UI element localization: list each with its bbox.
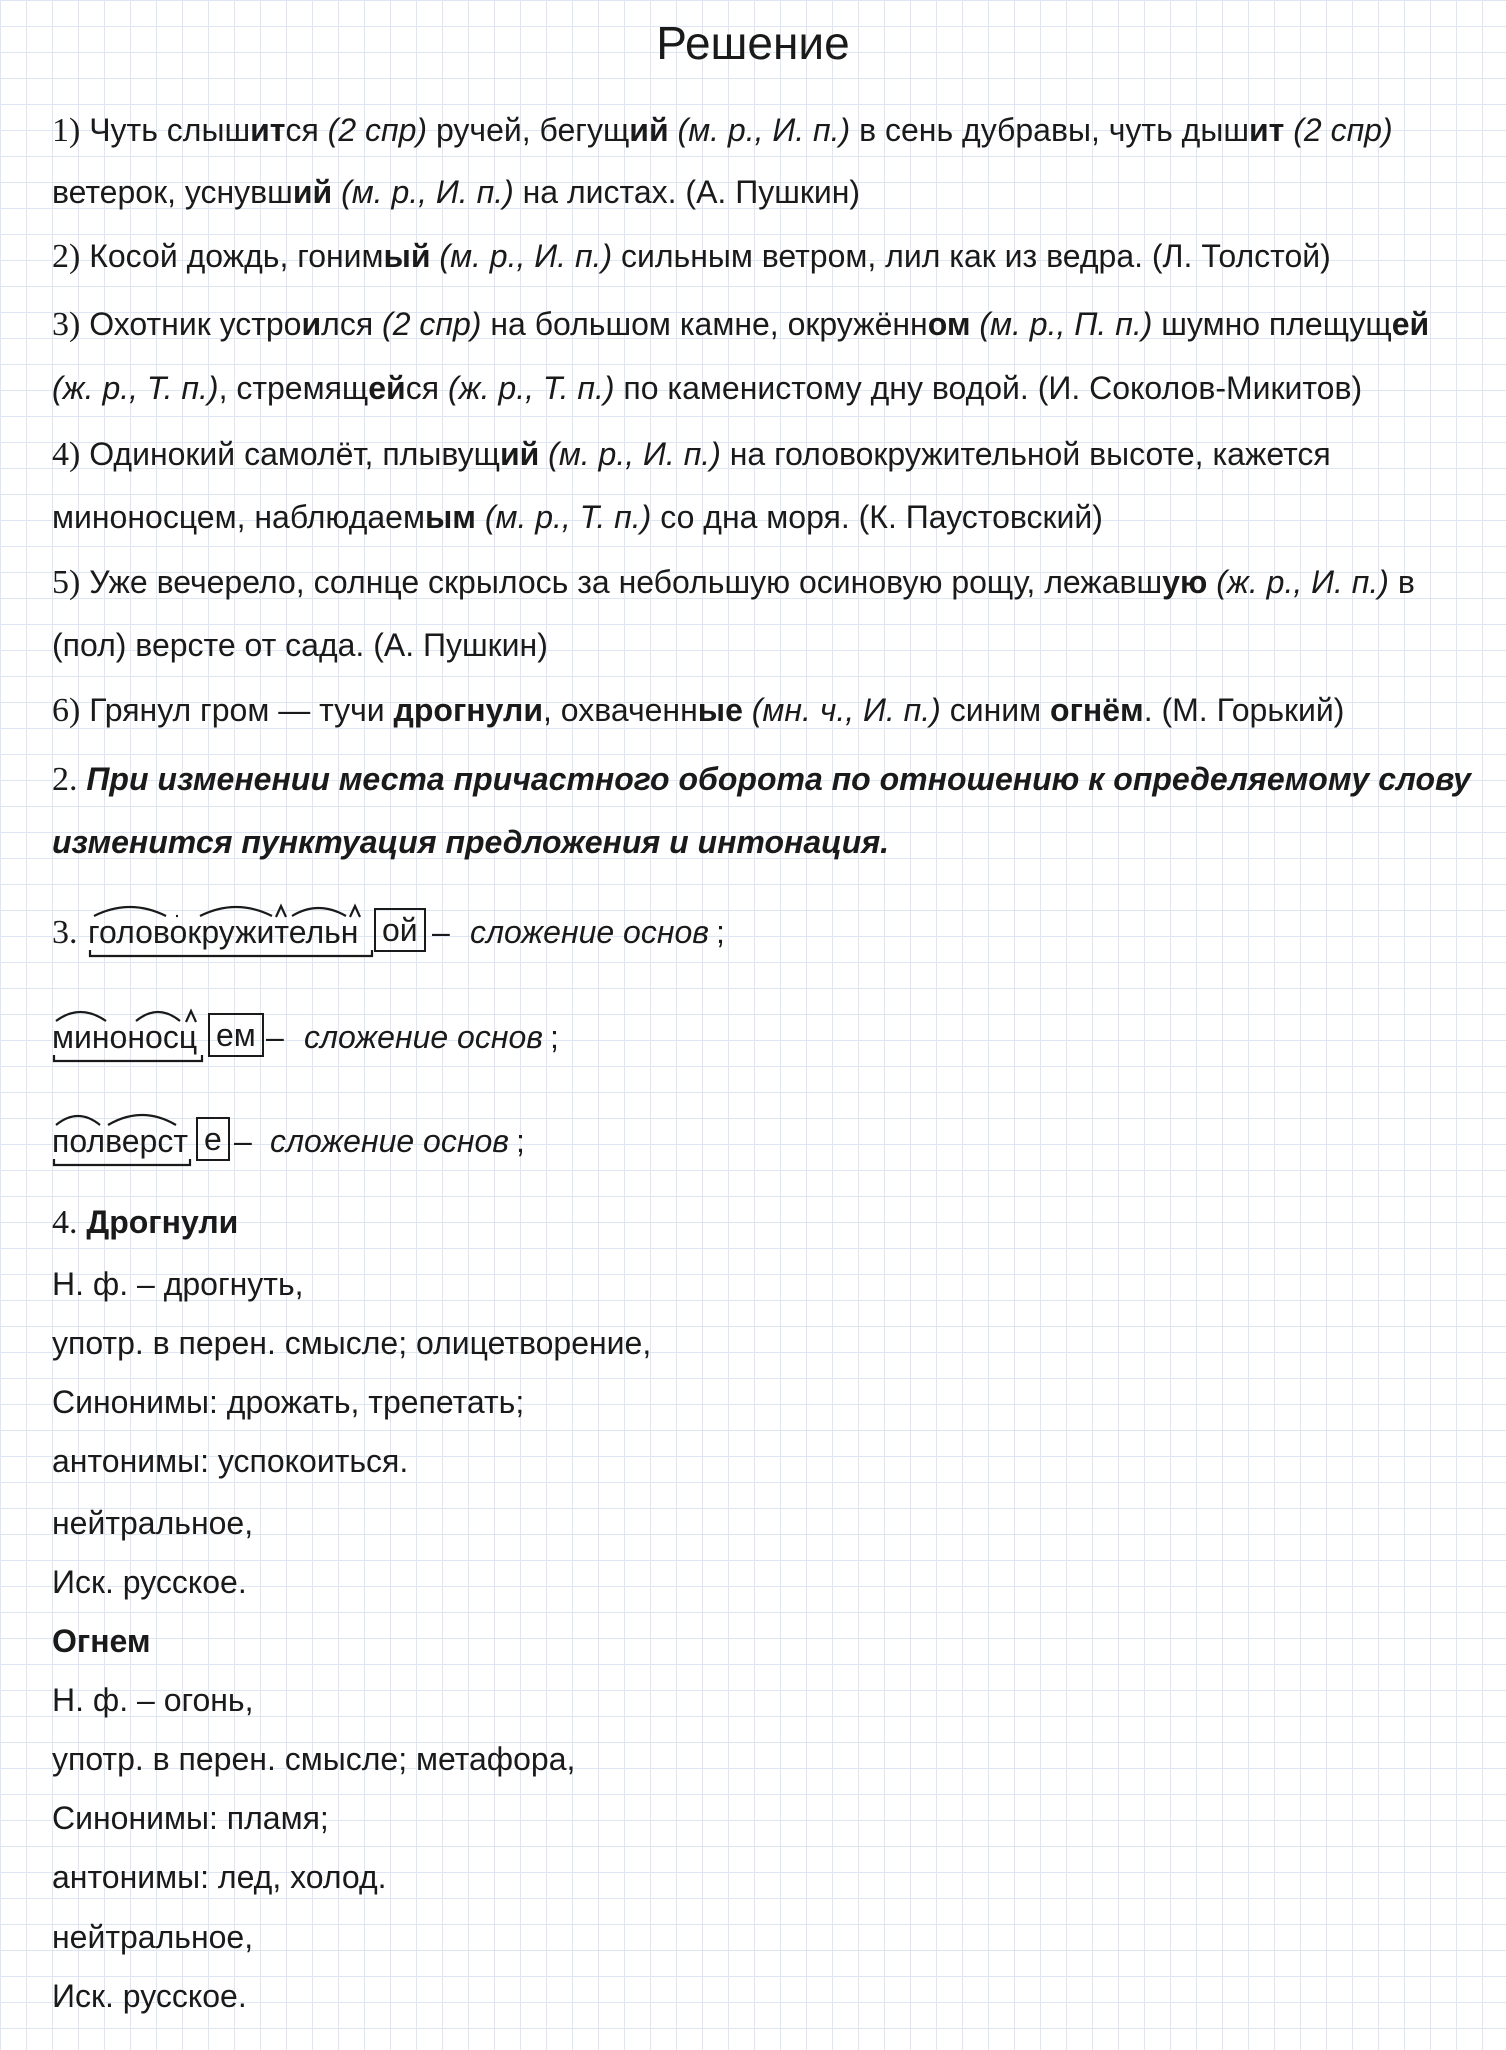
word1-line: употр. в перен. смысле; олицетворение, [52,1325,652,1361]
text: Уже вечерело, солнце скрылось за небольшую осиновую рощу, лежавш [80,564,1163,600]
word-stem: полверст [52,1123,188,1159]
item-number: 2) [52,238,81,275]
item-number: 4) [52,436,81,473]
ending: ый [383,238,431,274]
text [743,692,752,728]
ending: ей [1391,306,1430,342]
highlighted-word: дрогнули [393,692,543,728]
sentence-3-line-2 [52,368,1362,408]
ending: ит [1248,112,1285,148]
grammar-note: (ж. р., Т. п.) [447,370,615,406]
text [539,436,548,472]
word-analysis-2 [52,1017,612,1077]
sentence-4-line-2 [52,497,1103,537]
text: Охотник устро [80,306,302,342]
grammar-note: (м. р., Т. п.) [484,499,652,535]
grammar-note: (2 спр) [1293,112,1393,148]
sentence-6 [52,690,1344,731]
dash: – [266,1019,284,1055]
word1-line: Иск. русское. [52,1564,247,1600]
grammar-note: (ж. р., Т. п.) [52,370,219,406]
text: в сень дубравы, чуть дыш [850,112,1249,148]
word-title: Дрогнули [77,1204,239,1240]
text [476,499,485,535]
punct: ; [516,1123,525,1159]
text: (пол) версте от сада. (А. Пушкин) [52,627,548,663]
word1-line: Н. ф. – дрогнуть, [52,1266,304,1302]
text: ся [405,370,448,406]
text: Одинокий самолёт, плывущ [80,436,500,472]
text: на большом камне, окружённ [481,306,928,342]
dash: – [234,1123,252,1159]
word-analysis-3 [52,1121,572,1181]
word2-line: употр. в перен. смысле; метафора, [52,1741,576,1777]
grammar-note: (м. р., П. п.) [979,306,1153,342]
ending: ий [499,436,540,472]
text: миноносцем, наблюдаем [52,499,425,535]
word2-line: антонимы: лед, холод. [52,1859,387,1895]
text [1284,112,1293,148]
word2-heading [52,1621,151,1661]
sentence-3-line-1 [52,304,1429,345]
text: лся [321,306,383,342]
ending-box: ем [208,1013,264,1057]
grammar-note: (2 спр) [382,306,482,342]
highlighted-word: огнём [1050,692,1144,728]
item-number: 6) [52,692,81,729]
word1-line: Синонимы: дрожать, трепетать; [52,1384,525,1420]
task-2-line-1 [52,759,1471,800]
item-number: 5) [52,564,81,601]
text: сильным ветром, лил как из ведра. (Л. Толстой) [612,238,1331,274]
task-4-heading [52,1202,238,1243]
text: Чуть слыш [80,112,251,148]
ending: ий [292,174,333,210]
ending: ым [424,499,476,535]
text [669,112,678,148]
grammar-note: (ж. р., И. п.) [1216,564,1389,600]
text: на головокружительной высоте, кажется [720,436,1331,472]
word-title: Огнем [52,1623,151,1659]
task-number: 2. [52,761,78,798]
text: шумно плещущ [1152,306,1392,342]
text: по каменистому дну водой. (И. Соколов-Микитов) [614,370,1363,406]
sentence-4-line-1 [52,434,1331,475]
grammar-note: (2 спр) [327,112,428,148]
dash: – [432,914,450,950]
ending: ые [697,692,743,728]
text [1207,564,1216,600]
sentence-1-line-2 [52,172,860,212]
text: на листах. (А. Пушкин) [513,174,861,210]
ending: ей [368,370,406,406]
text [332,174,341,210]
word2-line: Н. ф. – огонь, [52,1682,254,1718]
sentence-1-line-1 [52,110,1393,151]
text: . (М. Горький) [1143,692,1345,728]
formation-method: сложение основ [270,1123,509,1159]
sentence-5-line-1 [52,562,1415,603]
text: ветерок, уснувш [52,174,293,210]
formation-method: сложение основ [470,914,709,950]
ending: ую [1162,564,1208,600]
text: со дна моря. (К. Паустовский) [651,499,1103,535]
text: в [1388,564,1415,600]
punct: ; [550,1019,559,1055]
grammar-note: (м. р., И. п.) [677,112,851,148]
text: Косой дождь, гоним [80,238,384,274]
sentence-5-line-2 [52,625,548,665]
page-title: Решение [656,17,850,69]
text: , охваченн [542,692,698,728]
formation-method: сложение основ [304,1019,543,1055]
word2-line: Синонимы: пламя; [52,1800,329,1836]
word2-line: Иск. русское. [52,1978,247,2014]
text: ся [285,112,328,148]
punct: ; [716,914,725,950]
task-2-answer: При изменении места причастного оборота по отношению к определяемому слову [77,761,1471,797]
ending: ом [927,306,971,342]
task-2-answer: изменится пунктуация предложения и интонация. [52,824,890,860]
word-stem: головокружительн [88,914,359,950]
word2-line: нейтральное, [52,1919,254,1955]
text: Грянул гром — тучи [80,692,394,728]
text: , стремящ [218,370,369,406]
task-number: 3. [52,914,78,951]
item-number: 1) [52,112,81,149]
text: ручей, бегущ [427,112,630,148]
grammar-note: (мн. ч., И. п.) [751,692,941,728]
word-stem: миноносц [52,1019,198,1055]
grammar-note: (м. р., И. п.) [341,174,514,210]
task-number: 4. [52,1204,78,1241]
ending: ий [629,112,669,148]
text: синим [940,692,1051,728]
ending: и [301,306,322,342]
task-2-line-2 [52,822,889,862]
word1-line: нейтральное, [52,1505,254,1541]
grammar-note: (м. р., И. п.) [439,238,613,274]
grammar-note: (м. р., И. п.) [548,436,721,472]
ending-box: е [196,1117,230,1161]
ending-box: ой [374,908,426,952]
word1-line: антонимы: успокоиться. [52,1443,409,1479]
item-number: 3) [52,306,81,343]
sentence-2 [52,236,1331,277]
word-analysis-1 [52,912,812,972]
ending: ит [250,112,286,148]
